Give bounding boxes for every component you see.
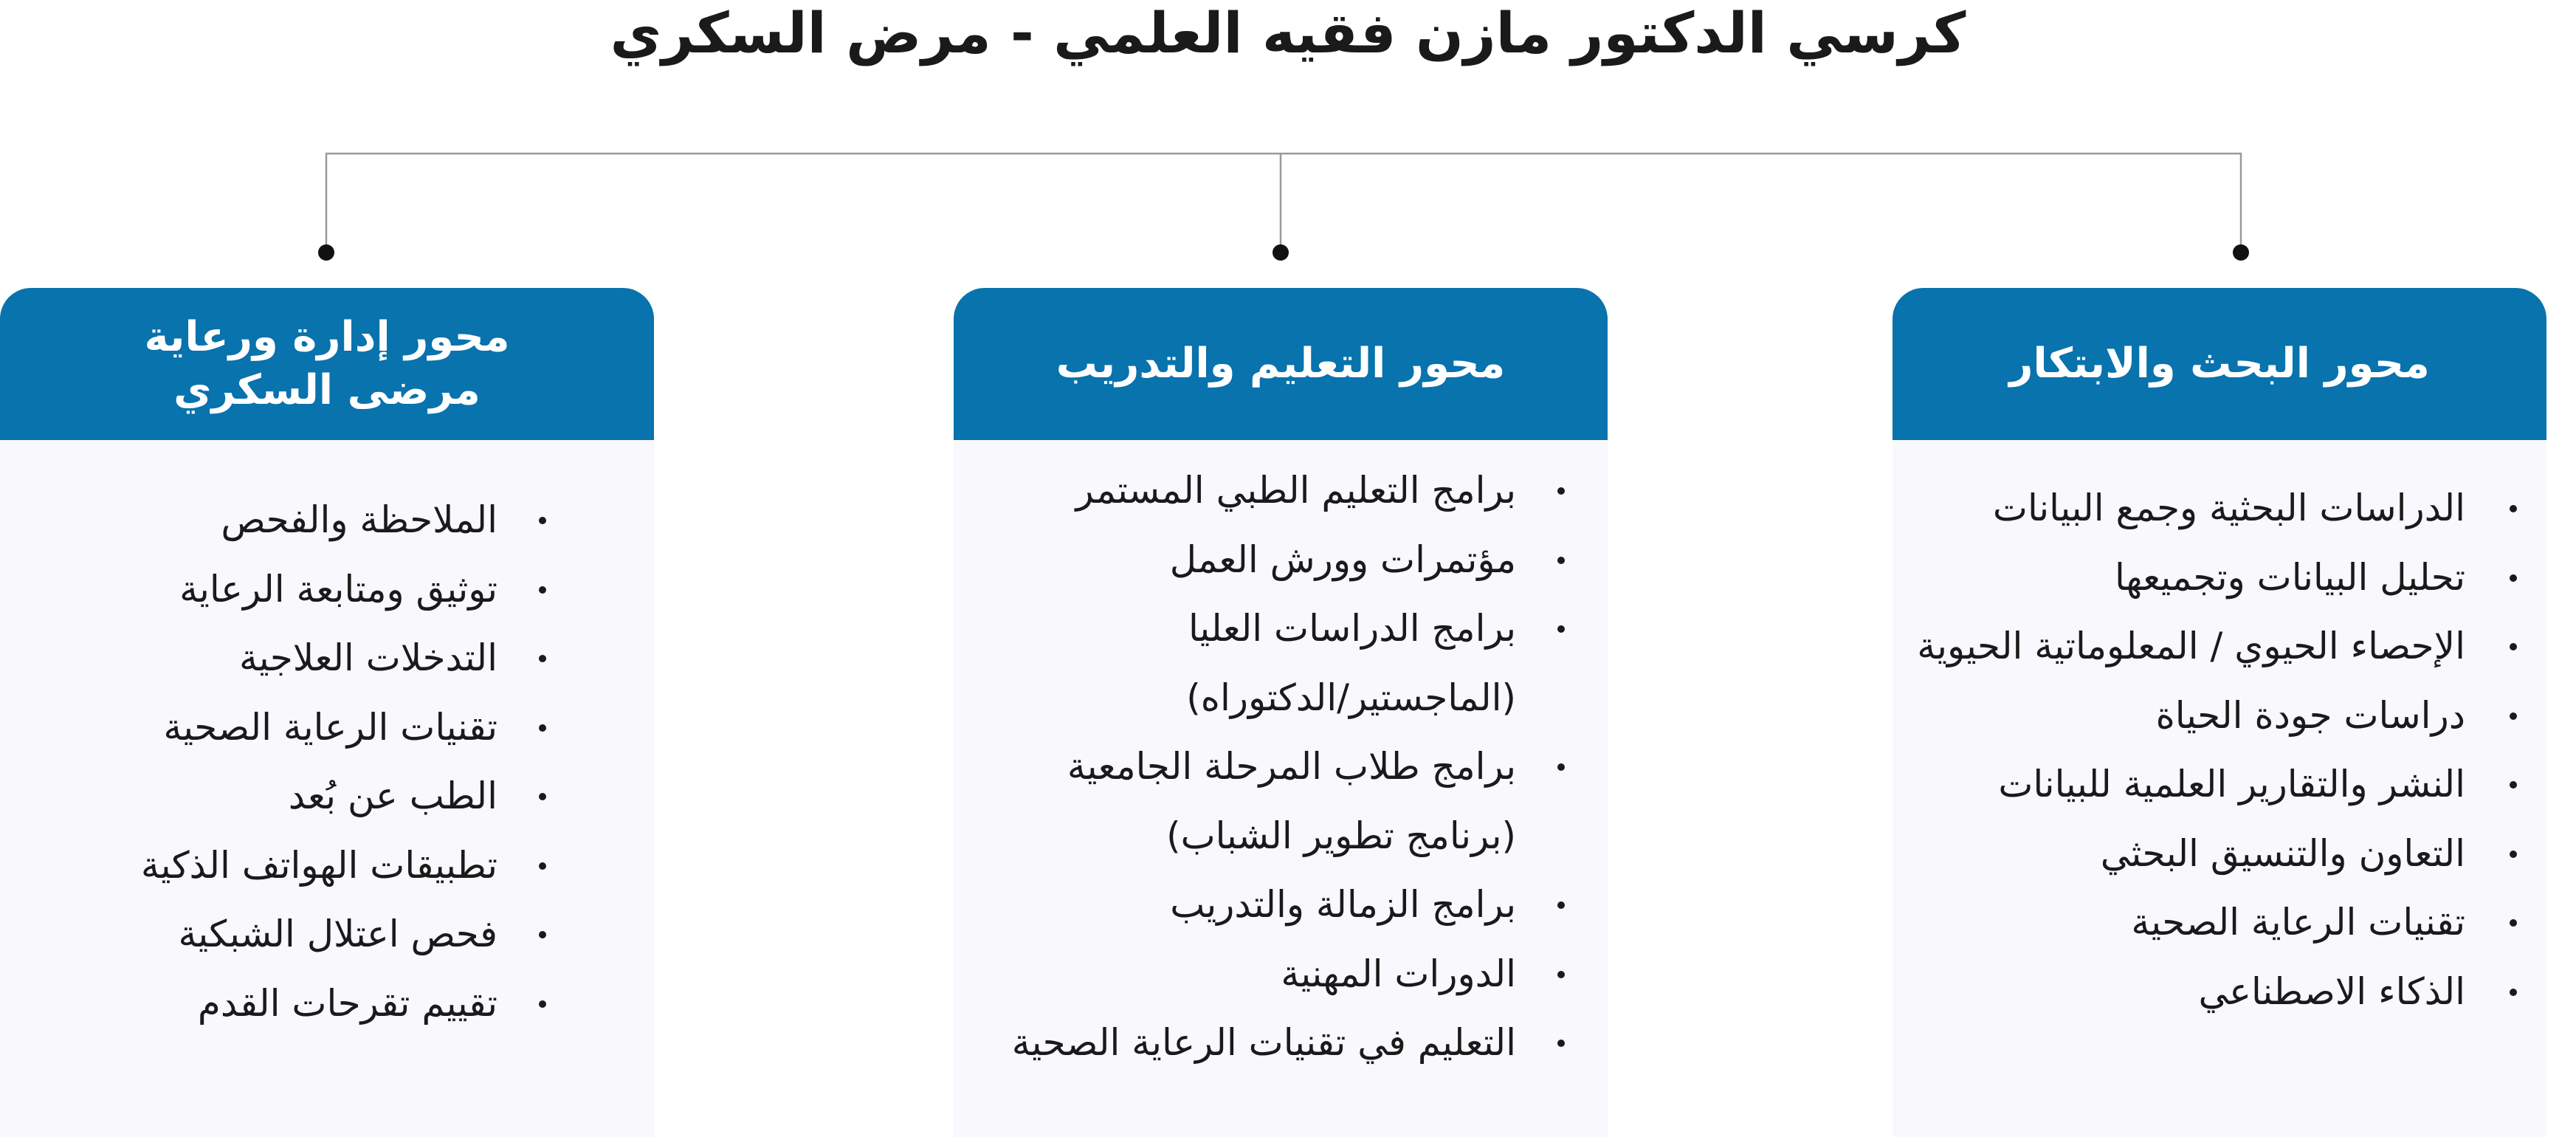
card-education-training <box>954 288 1608 1137</box>
card-item-list <box>954 440 1608 1078</box>
list-item: تحليل البيانات وتجميعها <box>1893 543 2546 613</box>
connector-dot-care <box>318 244 334 261</box>
list-item: الدورات المهنية <box>954 940 1608 1009</box>
list-item: الإحصاء الحيوي / المعلوماتية الحيوية <box>1893 612 2546 681</box>
list-item: تقنيات الرعاية الصحية <box>0 693 654 763</box>
list-item: تقنيات الرعاية الصحية <box>1893 888 2546 958</box>
list-item: التعليم في تقنيات الرعاية الصحية <box>954 1009 1608 1078</box>
list-item-continuation: (الماجستير/الدكتوراه) <box>1186 676 1516 719</box>
list-item: برامج التعليم الطبي المستمر <box>954 456 1608 526</box>
card-item-list <box>1893 440 2546 1026</box>
list-item: برامج طلاب المرحلة الجامعية <box>954 732 1608 802</box>
list-item: توثيق ومتابعة الرعاية <box>0 555 654 625</box>
card-header <box>1893 288 2546 440</box>
connector-branch-care <box>326 154 2241 253</box>
connector-dot-education <box>1272 244 1289 261</box>
list-item: مؤتمرات وورش العمل <box>954 526 1608 595</box>
card-header-title: محور البحث والابتكار <box>2009 340 2430 388</box>
connector-lines <box>0 0 2576 295</box>
list-item-continuation: (برنامج تطوير الشباب) <box>1166 814 1516 857</box>
list-item: فحص اعتلال الشبكية <box>0 900 654 969</box>
list-item: تقييم تقرحات القدم <box>0 969 654 1039</box>
card-research-innovation <box>1893 288 2546 1137</box>
list-item: تطبيقات الهواتف الذكية <box>0 831 654 901</box>
card-diabetes-care-management <box>0 288 654 1137</box>
card-header-title-line-2: مرضى السكري <box>173 366 481 414</box>
card-header <box>0 288 654 440</box>
card-header <box>954 288 1608 440</box>
card-header-title-line-1: محور إدارة ورعاية <box>144 313 510 361</box>
list-item: الدراسات البحثية وجمع البيانات <box>1893 474 2546 543</box>
list-item: الملاحظة والفحص <box>0 486 654 555</box>
list-item: دراسات جودة الحياة <box>1893 681 2546 751</box>
list-item: النشر والتقارير العلمية للبيانات <box>1893 750 2546 820</box>
list-item: الطب عن بُعد <box>0 762 654 831</box>
page-title: كرسي الدكتور مازن فقيه العلمي - مرض السكري <box>610 0 1966 66</box>
card-item-list <box>0 440 654 1038</box>
list-item: التدخلات العلاجية <box>0 624 654 693</box>
list-item: برامج الزمالة والتدريب <box>954 870 1608 940</box>
connector-dot-research <box>2233 244 2249 261</box>
list-item: التعاون والتنسيق البحثي <box>1893 820 2546 889</box>
list-item: الذكاء الاصطناعي <box>1893 958 2546 1027</box>
list-item: برامج الدراسات العليا <box>954 594 1608 664</box>
card-header-title: محور التعليم والتدريب <box>1055 340 1506 388</box>
